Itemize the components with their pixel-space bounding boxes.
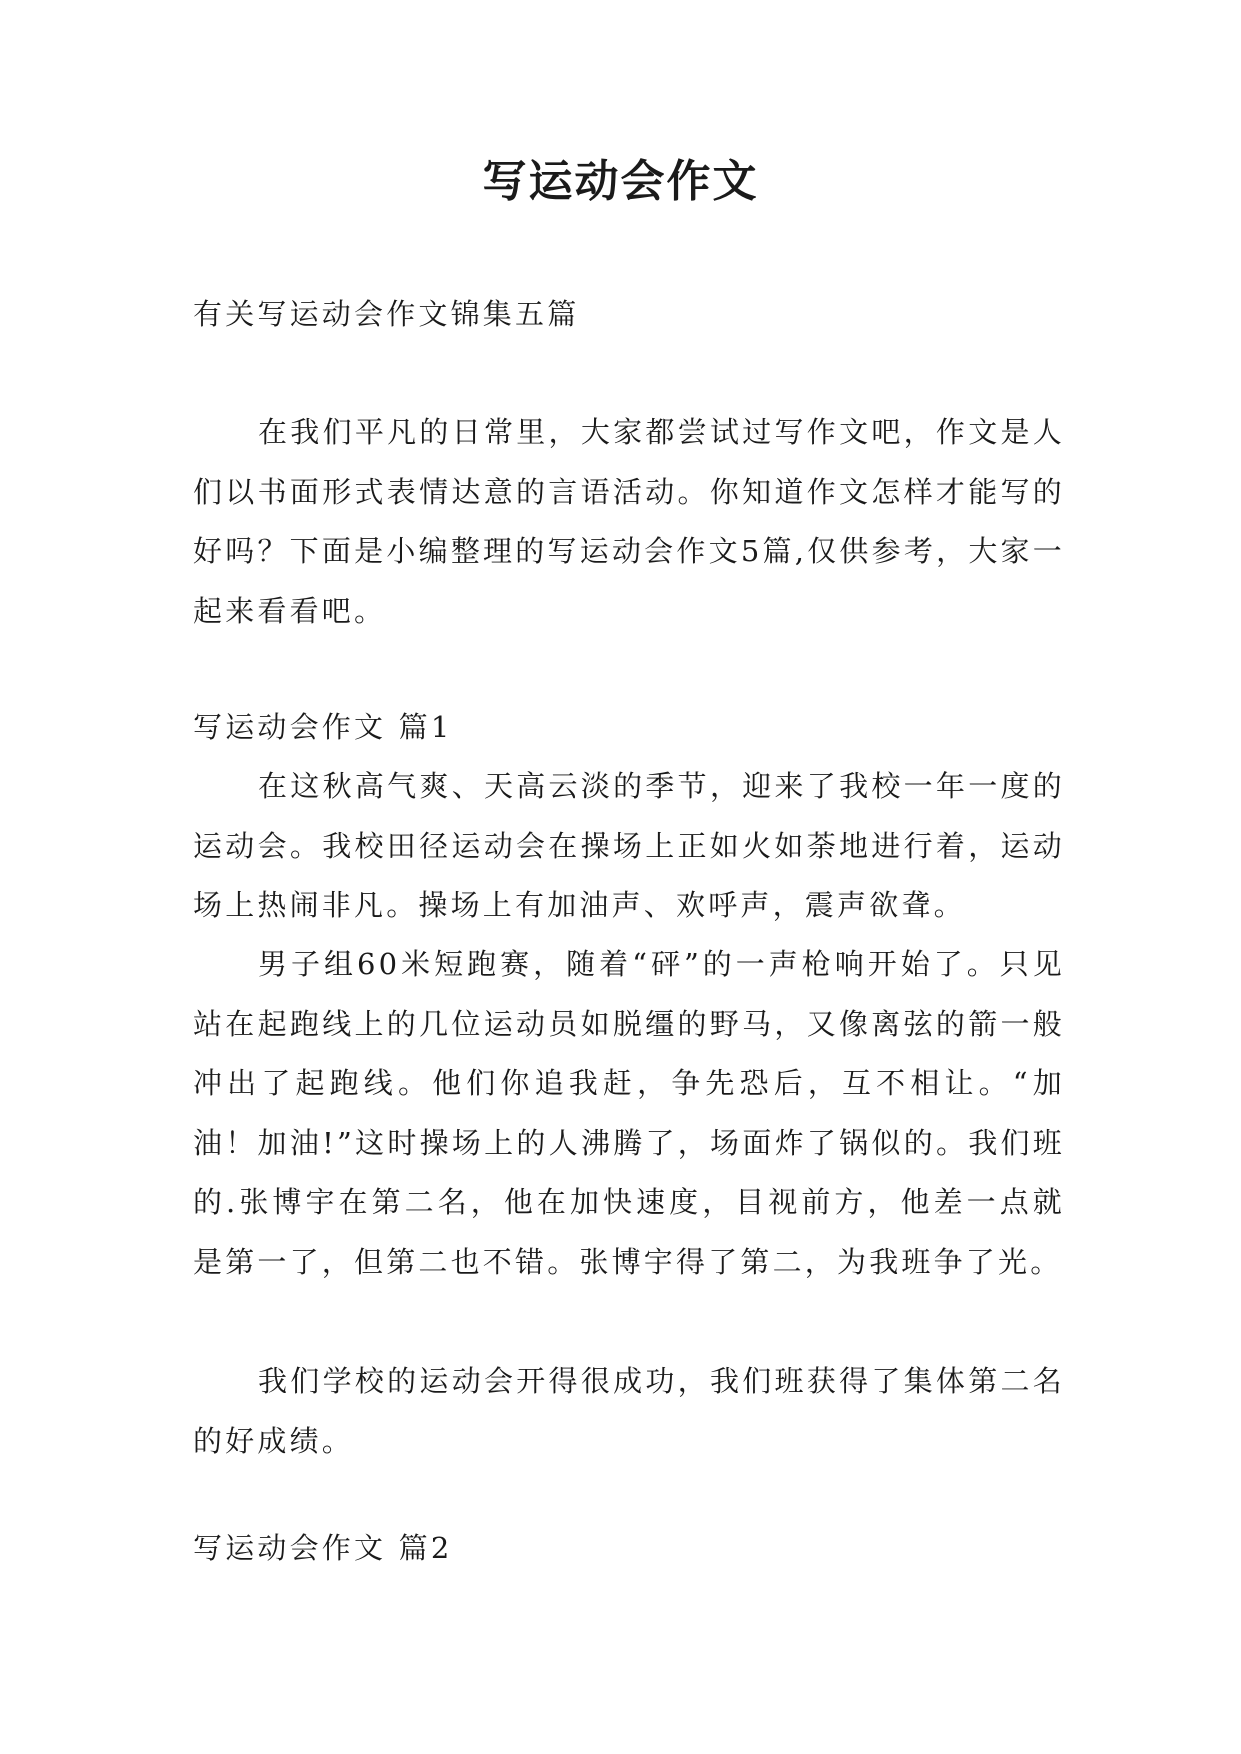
section-heading-2: 写运动会作文 篇2 — [193, 1531, 453, 1565]
intro-paragraph: 在我们平凡的日常里，大家都尝试过写作文吧，作文是人们以书面形式表情达意的言语活动。你知道作文怎样才能写的好吗？下面是小编整理的写运动会作文5篇,仅供参考，大家一起来看看吧。 — [193, 415, 1065, 628]
document-title: 写运动会作文 — [482, 156, 759, 207]
section-1-paragraph-1: 在这秋高气爽、天高云淡的季节，迎来了我校一年一度的运动会。我校田径运动会在操场上正如火如荼地进行着，运动场上热闹非凡。操场上有加油声、欢呼声，震声欲聋。 — [193, 769, 1065, 922]
section-1-paragraph-3: 我们学校的运动会开得很成功，我们班获得了集体第二名的好成绩。 — [193, 1364, 1065, 1458]
section-1-paragraph-2: 男子组60米短跑赛，随着“砰”的一声枪响开始了。只见站在起跑线上的几位运动员如脱缰的野马，又像离弦的箭一般冲出了起跑线。他们你追我赶，争先恐后，互不相让。“加油！加油!”这时操场上的人沸腾了，场面炸了锅似的。我们班的.张博宇在第二名，他在加快速度，目视前方，他差一点就是第一了，但第二也不错。张博宇得了第二，为我班争了光。 — [193, 947, 1065, 1279]
document-subtitle: 有关写运动会作文锦集五篇 — [193, 297, 580, 331]
section-heading-1: 写运动会作文 篇1 — [193, 710, 453, 744]
